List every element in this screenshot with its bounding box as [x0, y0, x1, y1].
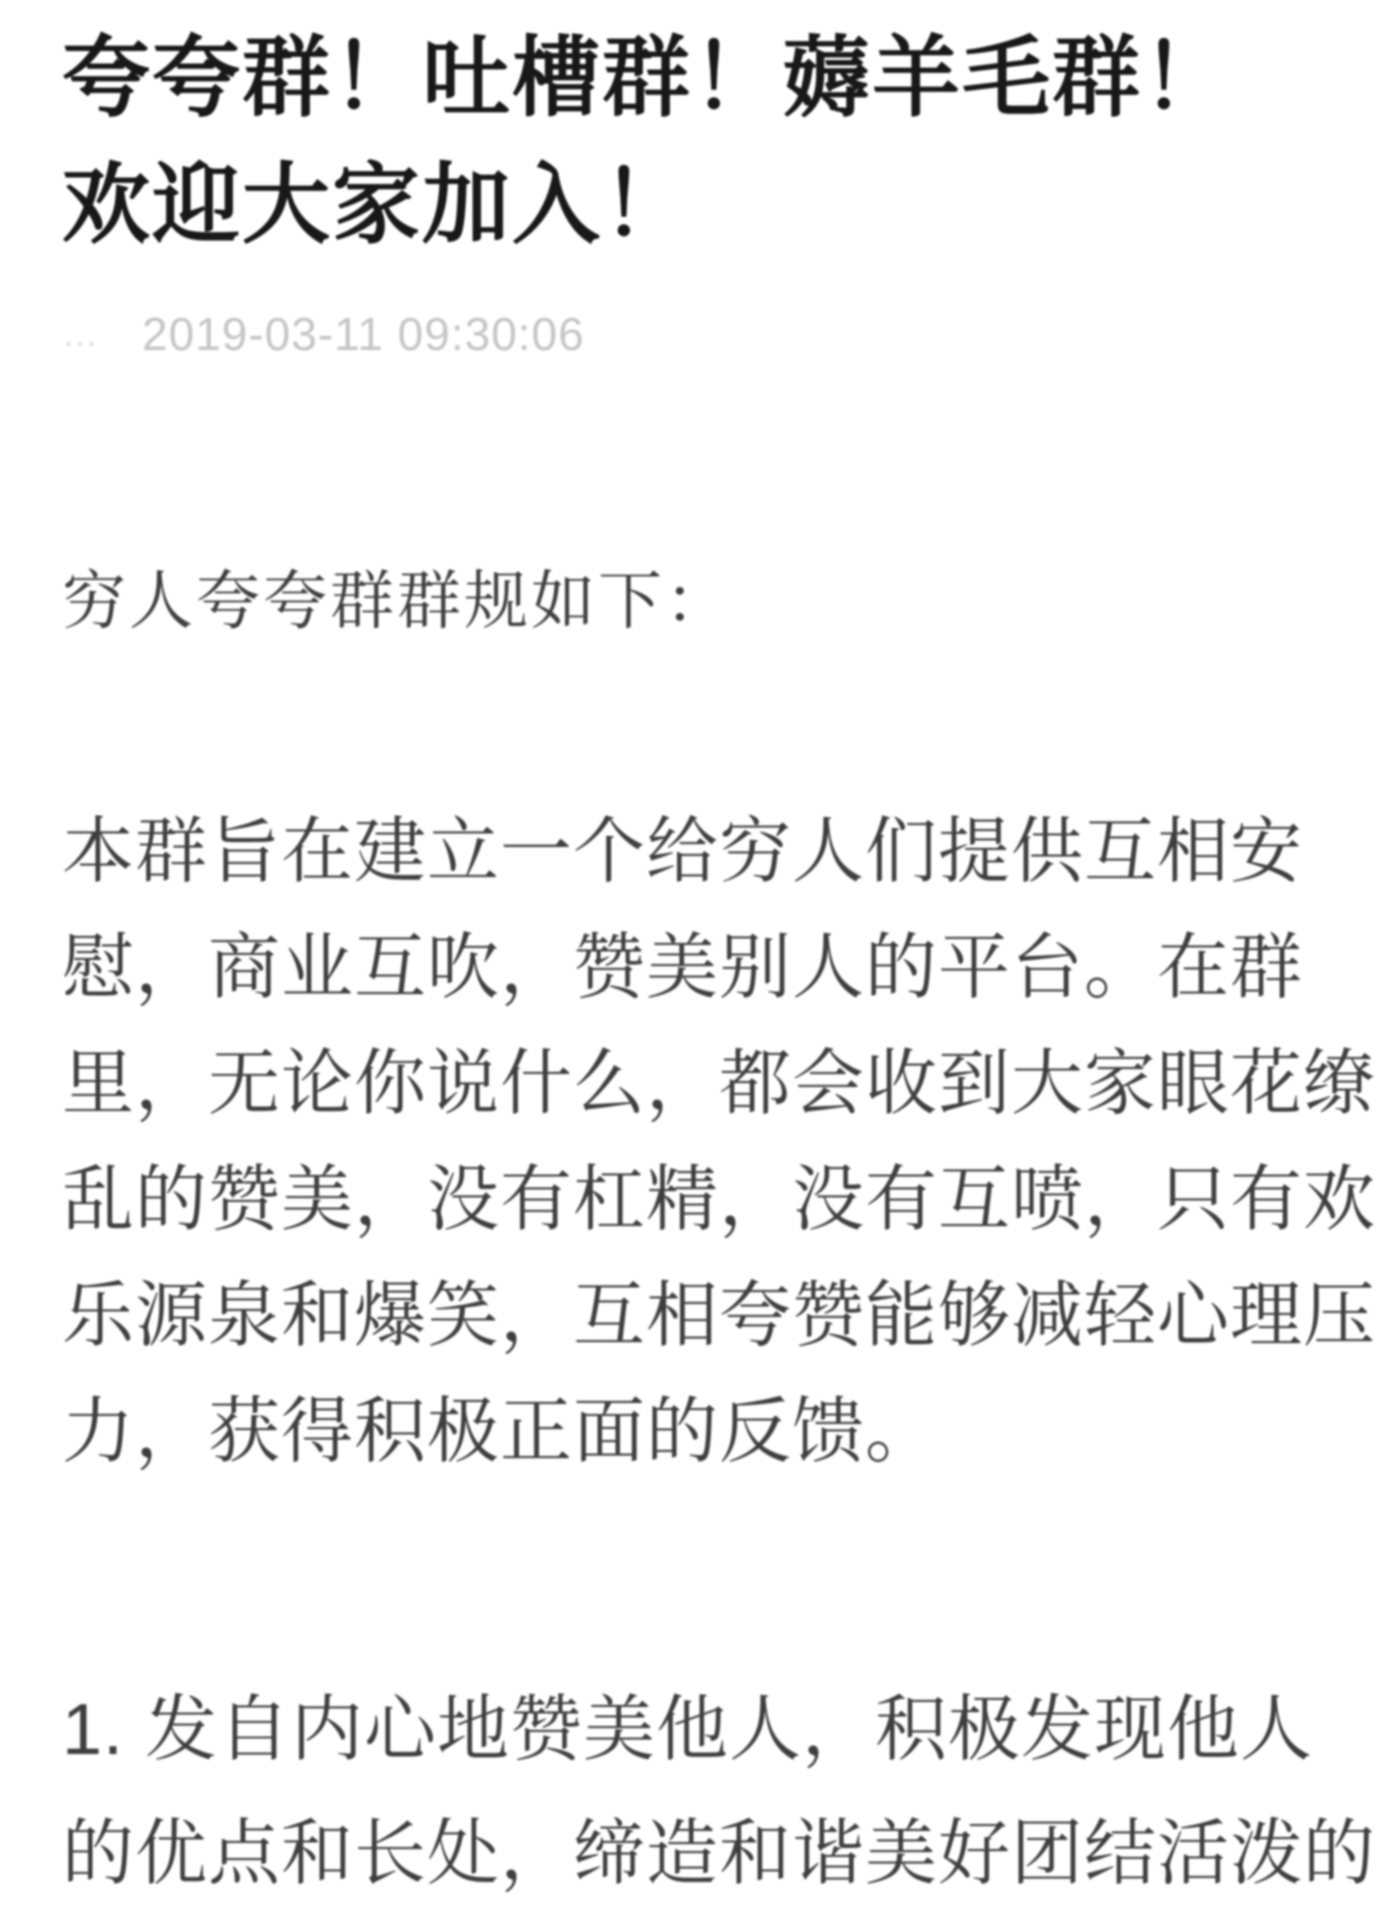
- rule-line: 的优点和长处，缔造和谐美好团结活泼的: [62, 1814, 1377, 1894]
- rule-line: 1. 发自内心地赞美他人，积极发现他人: [62, 1690, 1314, 1770]
- paragraph-line: 本群旨在建立一个给穷人们提供互相安: [62, 812, 1304, 892]
- paragraph-line: 里，无论你说什么，都会收到大家眼花缭: [62, 1044, 1377, 1124]
- post-title-line-1: 夸夸群！吐槽群！薅羊毛群！: [62, 28, 1233, 127]
- post-meta-row: [62, 306, 1290, 362]
- paragraph-line: 力，获得积极正面的反馈。: [62, 1392, 939, 1472]
- rule-item-1: [62, 1668, 1377, 1916]
- paragraph-line: 乱的赞美，没有杠精，没有互喷，只有欢: [62, 1160, 1377, 1240]
- post-timestamp: 2019-03-11 09:30:06: [142, 308, 585, 360]
- section-heading: 穷人夸夸群群规如下：: [62, 565, 732, 637]
- paragraph-line: 乐源泉和爆笑，互相夸赞能够减轻心理压: [62, 1276, 1377, 1356]
- paragraph-line: 慰，商业互吹，赞美别人的平台。在群: [62, 928, 1304, 1008]
- post-title-line-2: 欢迎大家加入！: [62, 155, 693, 254]
- intro-paragraph: [62, 794, 1377, 1490]
- blurred-avatar-mark: …: [62, 313, 101, 354]
- post-title: [62, 14, 1290, 268]
